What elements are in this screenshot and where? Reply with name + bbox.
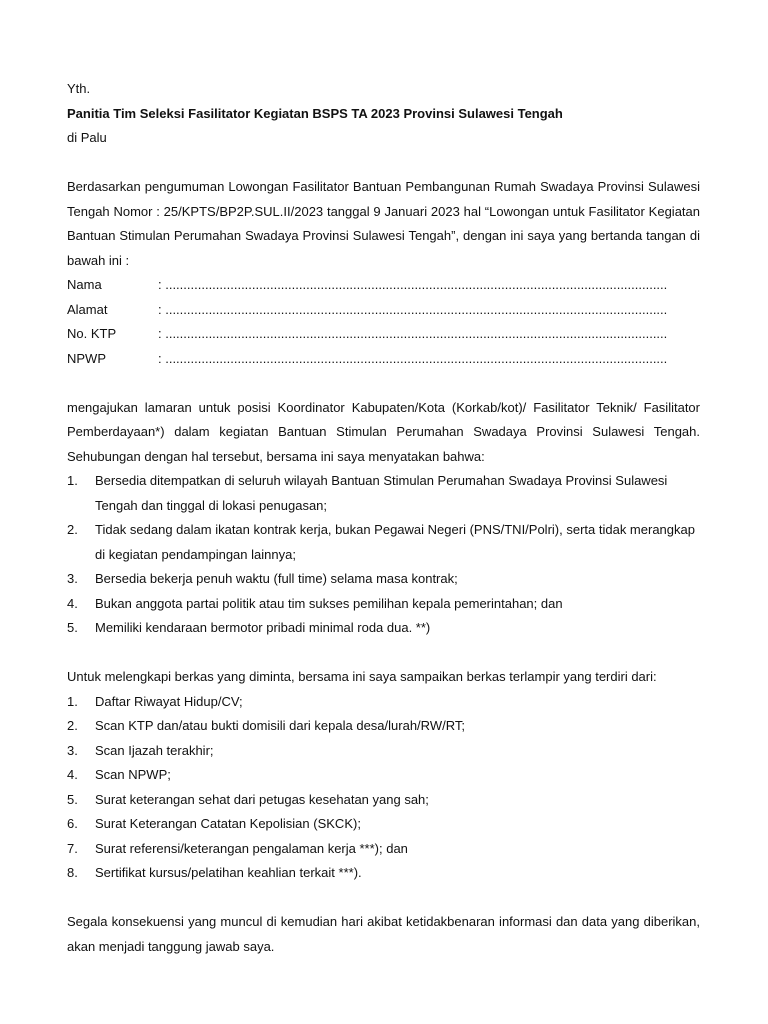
list-text: Surat referensi/keterangan pengalaman kerja ***); dan xyxy=(95,840,408,856)
list-number: 4. xyxy=(67,595,78,611)
letter-body xyxy=(67,77,700,959)
field-fill-line: : ........................................................................................................................................... xyxy=(158,326,668,341)
recipient-location: di Palu xyxy=(67,130,107,145)
list-number: 5. xyxy=(67,620,78,635)
list-item xyxy=(67,714,700,739)
field-label: NPWP xyxy=(67,350,106,366)
list-text: Sertifikat kursus/pelatihan keahlian terkait ***). xyxy=(95,865,362,880)
field-row-ktp xyxy=(67,322,700,347)
list-text: Surat keterangan sehat dari petugas kesehatan yang sah; xyxy=(95,791,429,807)
list-number: 1. xyxy=(67,473,78,488)
list-item xyxy=(67,763,700,788)
field-fill-line: : ........................................................................................................................................... xyxy=(158,350,668,366)
list-text: Surat Keterangan Catatan Kepolisian (SKCK); xyxy=(95,816,361,831)
list-item xyxy=(67,837,700,862)
list-item xyxy=(67,812,700,837)
spacer xyxy=(67,151,700,176)
list-item xyxy=(67,567,700,592)
list-text: Bersedia bekerja penuh waktu (full time) selama masa kontrak; xyxy=(95,571,458,586)
list-text: Bukan anggota partai politik atau tim sukses pemilihan kepala pemerintahan; dan xyxy=(95,595,563,611)
list-item xyxy=(67,739,700,764)
intro-paragraph: Berdasarkan pengumuman Lowongan Fasilitator Bantuan Pembangunan Rumah Swadaya Provinsi Sulawesi Tengah Nomor : 25/KPTS/BP2P.SUL.II/2023 tanggal 9 Januari 2023 hal “Lowongan untuk Fasilitator Kegiatan Bantuan Stimulan Perumahan Swadaya Provinsi Sulawesi Tengah”, dengan ini saya yang bertanda tangan di bawah ini : xyxy=(67,179,700,268)
list-item xyxy=(67,788,700,813)
list-item xyxy=(67,690,700,715)
spacer xyxy=(67,371,700,396)
recipient: Panitia Tim Seleksi Fasilitator Kegiatan BSPS TA 2023 Provinsi Sulawesi Tengah xyxy=(67,105,563,121)
field-label: Alamat xyxy=(67,301,108,317)
list-item xyxy=(67,518,700,567)
list-number: 8. xyxy=(67,865,78,880)
application-paragraph: mengajukan lamaran untuk posisi Koordinator Kabupaten/Kota (Korkab/kot)/ Fasilitator Teknik/ Fasilitator Pemberdayaan*) dalam kegiatan Bantuan Stimulan Perumahan Swadaya Provinsi Sulawesi Tengah. Sehubungan dengan hal tersebut, bersama ini saya menyatakan bahwa: xyxy=(67,399,700,464)
list-item xyxy=(67,861,700,886)
list-item xyxy=(67,469,700,518)
list-text: Scan KTP dan/atau bukti domisili dari kepala desa/lurah/RW/RT; xyxy=(95,718,465,733)
field-fill-line: : ........................................................................................................................................... xyxy=(158,301,668,317)
list-number: 3. xyxy=(67,571,78,586)
attachment-list xyxy=(67,690,700,886)
spacer xyxy=(67,641,700,666)
list-number: 5. xyxy=(67,791,78,807)
field-fill-line: : ........................................................................................................................................... xyxy=(158,277,668,292)
list-number: 2. xyxy=(67,522,78,537)
closing-paragraph: Segala konsekuensi yang muncul di kemudian hari akibat ketidakbenaran informasi dan data yang diberikan, akan menjadi tanggung jawab saya. xyxy=(67,914,700,954)
list-number: 2. xyxy=(67,718,78,733)
field-label: No. KTP xyxy=(67,326,117,341)
list-number: 1. xyxy=(67,693,78,709)
list-number: 3. xyxy=(67,742,78,758)
list-text: Scan NPWP; xyxy=(95,767,171,782)
field-label: Nama xyxy=(67,277,102,292)
list-text: Memiliki kendaraan bermotor pribadi minimal roda dua. **) xyxy=(95,620,431,635)
list-number: 4. xyxy=(67,767,78,782)
list-text: Daftar Riwayat Hidup/CV; xyxy=(95,693,243,709)
salutation: Yth. xyxy=(67,81,91,96)
list-text: Bersedia ditempatkan di seluruh wilayah Bantuan Stimulan Perumahan Swadaya Provinsi Sulawesi Tengah dan tinggal di lokasi penugasan; xyxy=(95,473,668,513)
identity-fields xyxy=(67,273,700,371)
list-item xyxy=(67,616,700,641)
field-row-npwp xyxy=(67,347,700,372)
list-item xyxy=(67,592,700,617)
field-row-nama xyxy=(67,273,700,298)
list-number: 7. xyxy=(67,840,78,856)
list-text: Scan Ijazah terakhir; xyxy=(95,742,214,758)
list-text: Tidak sedang dalam ikatan kontrak kerja, bukan Pegawai Negeri (PNS/TNI/Polri), serta tidak merangkap di kegiatan pendampingan lainnya; xyxy=(95,522,695,562)
statement-list xyxy=(67,469,700,641)
spacer xyxy=(67,886,700,911)
list-number: 6. xyxy=(67,816,78,831)
attachments-intro: Untuk melengkapi berkas yang diminta, bersama ini saya sampaikan berkas terlampir yang terdiri dari: xyxy=(67,669,657,684)
field-row-alamat xyxy=(67,298,700,323)
